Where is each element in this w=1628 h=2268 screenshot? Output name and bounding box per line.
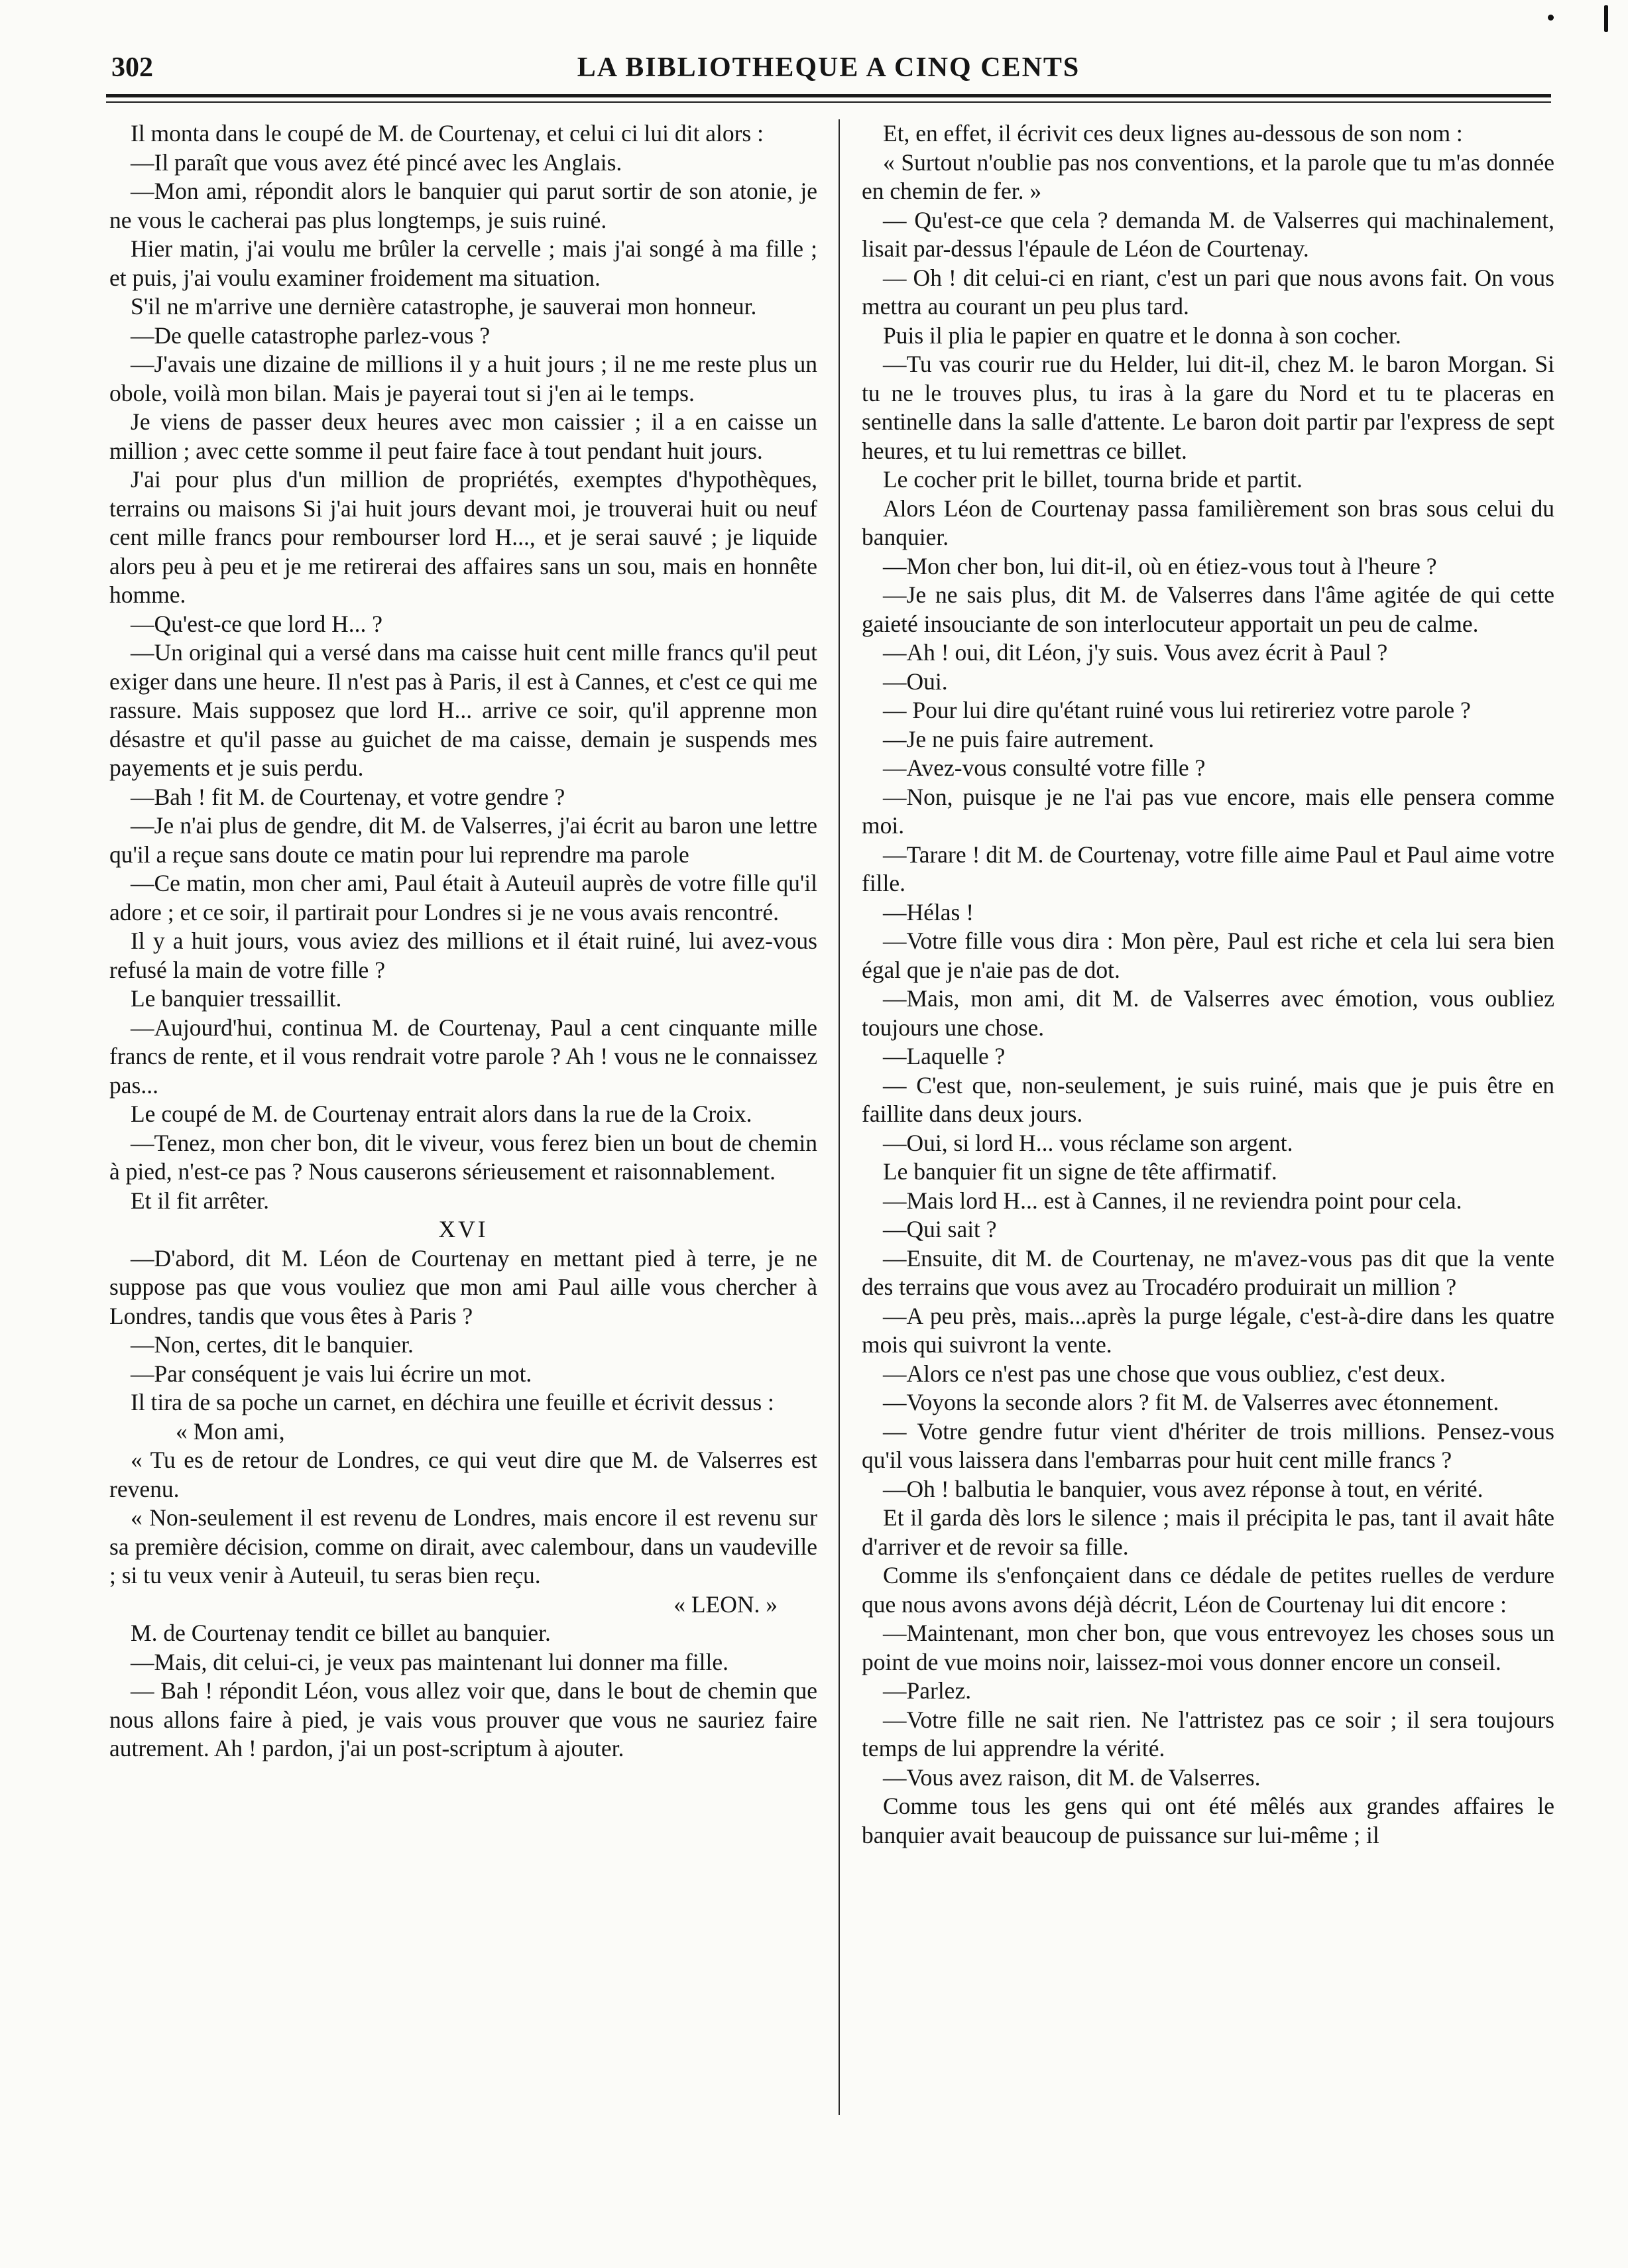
paragraph: J'ai pour plus d'un million de propriétés, exemptes d'hypothèques, terrains ou maisons Si j'ai huit jours devant moi, je trouverai huit ou neuf cent mille francs pour rembourser lord H..., et je serai sauvé ; je liquide alors peu à peu et je me retirerai des affaires sans un sou, mais en honnête homme.	[109, 466, 817, 608]
paragraph: Il y a huit jours, vous aviez des millions et il était ruiné, lui avez-vous refusé la main de votre fille ?	[109, 927, 817, 983]
paragraph: —Mais, mon ami, dit M. de Valserres avec émotion, vous oubliez toujours une chose.	[862, 985, 1554, 1041]
paragraph: —Mais, dit celui-ci, je veux pas maintenant lui donner ma fille.	[131, 1648, 729, 1675]
paragraph: —Mais lord H... est à Cannes, il ne reviendra point pour cela.	[883, 1187, 1462, 1214]
paragraph: — C'est que, non-seulement, je suis ruiné, mais que je puis être en faillite dans deux jours.	[862, 1071, 1554, 1127]
print-speck	[1604, 5, 1608, 32]
paragraph: Comme ils s'enfonçaient dans ce dédale de petites ruelles de verdure que nous avons avons déjà décrit, Léon de Courtenay lui dit encore :	[862, 1562, 1554, 1618]
paragraph: —Un original qui a versé dans ma caisse huit cent mille francs qu'il peut exiger dans une heure. Il n'est pas à Paris, il est à Cannes, et c'est ce qui me rassure. Mais supposez que lord H... arrive ce soir, qu'il apprenne mon désastre et qu'il passe au guichet de ma caisse, demain je suspends mes payements et je suis perdu.	[109, 639, 817, 781]
paragraph: —Bah ! fit M. de Courtenay, et votre gendre ?	[131, 783, 565, 810]
paragraph: —Mon ami, répondit alors le banquier qui parut sortir de son atonie, je ne vous le cacherai pas plus longtemps, je suis ruiné.	[109, 178, 817, 233]
print-speck	[1548, 15, 1554, 21]
header-rule-thin	[106, 101, 1551, 103]
paragraph: Et, en effet, il écrivit ces deux lignes au-dessous de son nom :	[883, 120, 1463, 147]
paragraph: —D'abord, dit M. Léon de Courtenay en mettant pied à terre, je ne suppose pas que vous vouliez que mon ami Paul aille vous chercher à Londres, tandis que vous êtes à Paris ?	[109, 1244, 817, 1329]
paragraph: —Oui, si lord H... vous réclame son argent.	[883, 1129, 1293, 1156]
paragraph: —Non, puisque je ne l'ai pas vue encore, mais elle pensera comme moi.	[862, 783, 1554, 839]
running-title: LA BIBLIOTHEQUE A CINQ CENTS	[577, 52, 1080, 83]
paragraph: —Par conséquent je vais lui écrire un mot.	[131, 1360, 532, 1387]
paragraph: — Bah ! répondit Léon, vous allez voir que, dans le bout de chemin que nous allons faire à pied, je vais vous prouver que vous ne sauriez faire autrement. Ah ! pardon, j'ai un post-scriptum à ajouter.	[109, 1677, 817, 1761]
paragraph: —Tu vas courir rue du Helder, lui dit-il, chez M. le baron Morgan. Si tu ne le trouves plus, tu iras à la gare du Nord et tu te placeras en sentinelle dans la salle d'attente. Le baron doit partir par l'express de sept heures, et tu lui remettras ce billet.	[862, 351, 1554, 464]
paragraph: — Qu'est-ce que cela ? demanda M. de Valserres qui machinalement, lisait par-dessus l'épaule de Léon de Courtenay.	[862, 206, 1554, 262]
header-rule-thick	[106, 94, 1551, 97]
letter-salutation: « Mon ami,	[176, 1417, 285, 1445]
paragraph: Le coupé de M. de Courtenay entrait alors dans la rue de la Croix.	[131, 1101, 752, 1127]
right-column	[862, 119, 1554, 2241]
paragraph: Et il fit arrêter.	[131, 1187, 269, 1214]
paragraph: Comme tous les gens qui ont été mêlés aux grandes affaires le banquier avait beaucoup de puissance sur lui-même ; il	[862, 1793, 1554, 1848]
paragraph: — Pour lui dire qu'étant ruiné vous lui retireriez votre parole ?	[883, 697, 1471, 723]
paragraph: Hier matin, j'ai voulu me brûler la cervelle ; mais j'ai songé à ma fille ; et puis, j'ai voulu examiner froidement ma situation.	[109, 235, 817, 291]
paragraph: —Qu'est-ce que lord H... ?	[131, 610, 383, 637]
paragraph: — Oh ! dit celui-ci en riant, c'est un pari que nous avons fait. On vous mettra au courant un peu plus tard.	[862, 264, 1554, 320]
paragraph: — Votre gendre futur vient d'hériter de trois millions. Pensez-vous qu'il vous laissera dans l'embarras pour huit cent mille francs ?	[862, 1417, 1554, 1473]
paragraph: —Oh ! balbutia le banquier, vous avez réponse à tout, en vérité.	[883, 1475, 1483, 1502]
paragraph: S'il ne m'arrive une dernière catastrophe, je sauverai mon honneur.	[131, 293, 757, 320]
letter-signature: « LEON. »	[673, 1590, 778, 1618]
paragraph: Le cocher prit le billet, tourna bride et partit.	[883, 466, 1303, 493]
paragraph: —Ce matin, mon cher ami, Paul était à Auteuil auprès de votre fille qu'il adore ; et ce soir, il partirait pour Londres si je ne vous avais rencontré.	[109, 870, 817, 925]
paragraph: —J'avais une dizaine de millions il y a huit jours ; il ne me reste plus un obole, voilà mon bilan. Mais je payerai tout si j'en ai le temps.	[109, 351, 817, 406]
paragraph: —Tenez, mon cher bon, dit le viveur, vous ferez bien un bout de chemin à pied, n'est-ce pas ? Nous causerons sérieusement et raisonnablement.	[109, 1129, 817, 1185]
paragraph: Et il garda dès lors le silence ; mais il précipita le pas, tant il avait hâte d'arriver et de revoir sa fille.	[862, 1504, 1554, 1560]
paragraph: Je viens de passer deux heures avec mon caissier ; il a en caisse un million ; avec cette somme il peut faire face à tout pendant huit jours.	[109, 408, 817, 464]
column-divider	[839, 119, 840, 2115]
paragraph: —Hélas !	[883, 898, 974, 925]
paragraph: —Votre fille ne sait rien. Ne l'attristez pas ce soir ; il sera toujours temps de lui apprendre la vérité.	[862, 1706, 1554, 1761]
paragraph: M. de Courtenay tendit ce billet au banquier.	[131, 1620, 551, 1646]
paragraph: Puis il plia le papier en quatre et le donna à son cocher.	[883, 322, 1401, 349]
paragraph: —Je ne puis faire autrement.	[883, 725, 1155, 752]
paragraph: Il tira de sa poche un carnet, en déchira une feuille et écrivit dessus :	[131, 1389, 774, 1415]
paragraph: —Vous avez raison, dit M. de Valserres.	[883, 1763, 1261, 1791]
paragraph: Le banquier fit un signe de tête affirmatif.	[883, 1158, 1277, 1185]
paragraph: —Laquelle ?	[883, 1043, 1006, 1069]
paragraph: —Voyons la seconde alors ? fit M. de Valserres avec étonnement.	[883, 1389, 1499, 1415]
paragraph: —Je ne sais plus, dit M. de Valserres dans l'âme agitée de qui cette gaieté insouciante de son interlocuteur apportait un peu de calme.	[862, 581, 1554, 637]
left-column	[109, 119, 817, 2241]
paragraph: Alors Léon de Courtenay passa familièrement son bras sous celui du banquier.	[862, 495, 1554, 550]
paragraph: —De quelle catastrophe parlez-vous ?	[131, 322, 491, 349]
paragraph: —Aujourd'hui, continua M. de Courtenay, Paul a cent cinquante mille francs de rente, et il vous rendrait votre parole ? Ah ! vous ne le connaissez pas...	[109, 1014, 817, 1099]
paragraph: —Je n'ai plus de gendre, dit M. de Valserres, j'ai écrit au baron une lettre qu'il a reçue sans doute ce matin pour lui reprendre ma parole	[109, 812, 817, 868]
paragraph: —Mon cher bon, lui dit-il, où en étiez-vous tout à l'heure ?	[883, 552, 1437, 579]
paragraph: —Parlez.	[883, 1677, 972, 1704]
paragraph: —Qui sait ?	[883, 1216, 997, 1242]
paragraph: —Alors ce n'est pas une chose que vous oubliez, c'est deux.	[883, 1360, 1446, 1387]
paragraph: —Votre fille vous dira : Mon père, Paul est riche et cela lui sera bien égal que je n'aie pas de dot.	[862, 927, 1554, 983]
chapter-heading: XVI	[438, 1216, 489, 1242]
paragraph: —Oui.	[883, 668, 948, 695]
paragraph: « Tu es de retour de Londres, ce qui veut dire que M. de Valserres est revenu.	[109, 1447, 817, 1502]
paragraph: —Avez-vous consulté votre fille ?	[883, 754, 1206, 781]
paragraph: —A peu près, mais...après la purge légale, c'est-à-dire dans les quatre mois qui suivront la vente.	[862, 1302, 1554, 1358]
paragraph: Le banquier tressaillit.	[131, 985, 342, 1012]
paragraph: Il monta dans le coupé de M. de Courtenay, et celui ci lui dit alors :	[131, 120, 764, 147]
paragraph: « Surtout n'oublie pas nos conventions, et la parole que tu m'as donnée en chemin de fer. »	[862, 149, 1554, 204]
paragraph: —Il paraît que vous avez été pincé avec les Anglais.	[131, 149, 622, 176]
page-header	[106, 46, 1551, 93]
paragraph: —Ah ! oui, dit Léon, j'y suis. Vous avez écrit à Paul ?	[883, 639, 1388, 666]
paragraph: —Maintenant, mon cher bon, que vous entrevoyez les choses sous un point de vue moins noir, laissez-moi vous donner encore un conseil.	[862, 1620, 1554, 1675]
page-number: 302	[111, 52, 153, 83]
paragraph: —Ensuite, dit M. de Courtenay, ne m'avez-vous pas dit que la vente des terrains que vous avez au Trocadéro produirait un million ?	[862, 1244, 1554, 1300]
paragraph: « Non-seulement il est revenu de Londres, mais encore il est revenu sur sa première décision, comme on dirait, avec calembour, dans un vaudeville ; si tu veux venir à Auteuil, tu seras bien reçu.	[109, 1504, 817, 1588]
paragraph: —Non, certes, dit le banquier.	[131, 1331, 414, 1358]
paragraph: —Tarare ! dit M. de Courtenay, votre fille aime Paul et Paul aime votre fille.	[862, 841, 1554, 896]
